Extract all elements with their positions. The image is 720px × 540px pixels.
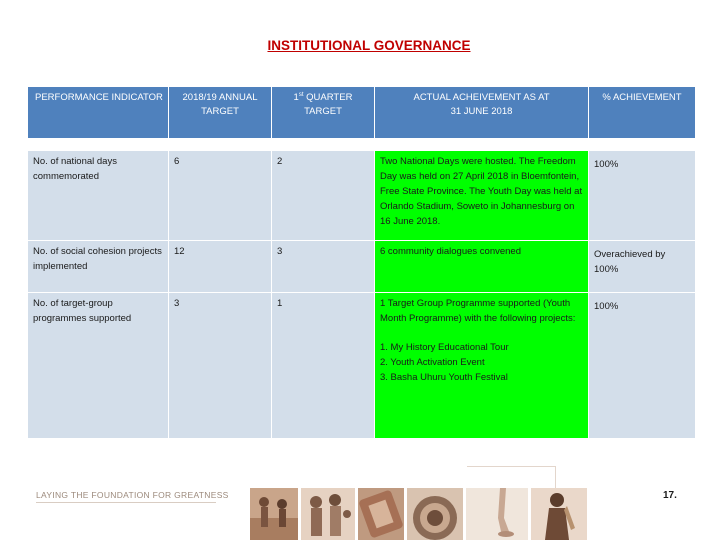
header-actual-line2: 31 JUNE 2018 (450, 106, 513, 117)
cell-quarter-target: 2 (272, 151, 375, 241)
project-item: 1. My History Educational Tour (380, 342, 509, 353)
header-annual-target-line1: 2018/19 ANNUAL (182, 92, 258, 103)
cell-annual-target: 6 (169, 151, 272, 241)
header-quarter-rest: QUARTER (306, 92, 353, 103)
cell-annual-target: 3 (169, 293, 272, 439)
cell-percent-achievement: Overachieved by 100% (589, 241, 696, 293)
cell-quarter-target: 1 (272, 293, 375, 439)
cell-indicator: No. of target-group programmes supported (28, 293, 169, 439)
photo-ballet (466, 488, 528, 540)
photo-family (301, 488, 355, 540)
cell-percent-achievement: 100% (589, 151, 696, 241)
cell-percent-achievement: 100% (589, 293, 696, 439)
table-row (28, 241, 696, 293)
header-annual-target (169, 87, 272, 139)
header-performance-indicator: PERFORMANCE INDICATOR (28, 87, 169, 139)
cell-actual-achievement: 6 community dialogues convened (375, 241, 589, 293)
cell-actual-achievement: Two National Days were hosted. The Freedom Day was held on 27 April 2018 in Bloemfontein, Free State Province. The Youth Day was held at Orlando Stadium, Soweto in Johannesburg on 16 June 2018. (375, 151, 589, 241)
footer-tagline: LAYING THE FOUNDATION FOR GREATNESS (36, 490, 229, 500)
header-percent-achievement: % ACHIEVEMENT (589, 87, 696, 139)
page-title: INSTITUTIONAL GOVERNANCE (267, 38, 471, 53)
header-actual-line1: ACTUAL ACHEIVEMENT AS AT (413, 92, 550, 103)
header-annual-target-line2: TARGET (201, 106, 239, 117)
table-row (28, 151, 696, 241)
cell-indicator: No. of national days commemorated (28, 151, 169, 241)
decorative-line (467, 466, 556, 467)
photo-beadwork (407, 488, 463, 540)
cell-actual-achievement (375, 293, 589, 439)
photo-craft (358, 488, 404, 540)
header-actual-achievement (375, 87, 589, 139)
photo-dancers (250, 488, 298, 540)
cell-annual-target: 12 (169, 241, 272, 293)
header-quarter-sup: st (298, 91, 304, 98)
footer-divider (36, 502, 216, 503)
project-item: 3. Basha Uhuru Youth Festival (380, 372, 508, 383)
project-item: 2. Youth Activation Event (380, 357, 485, 368)
table-row (28, 293, 696, 439)
photo-musician (531, 488, 587, 540)
cell-quarter-target: 3 (272, 241, 375, 293)
page-number: 17. (663, 490, 677, 501)
header-quarter-line2: TARGET (304, 106, 342, 117)
table-header-row (28, 87, 696, 139)
header-quarter-target (272, 87, 375, 139)
header-quarter-num: 1 (293, 92, 299, 103)
governance-table (27, 86, 696, 439)
cell-indicator: No. of social cohesion projects implemented (28, 241, 169, 293)
actual-intro: 1 Target Group Programme supported (Youth Month Programme) with the following projects: (380, 298, 576, 324)
